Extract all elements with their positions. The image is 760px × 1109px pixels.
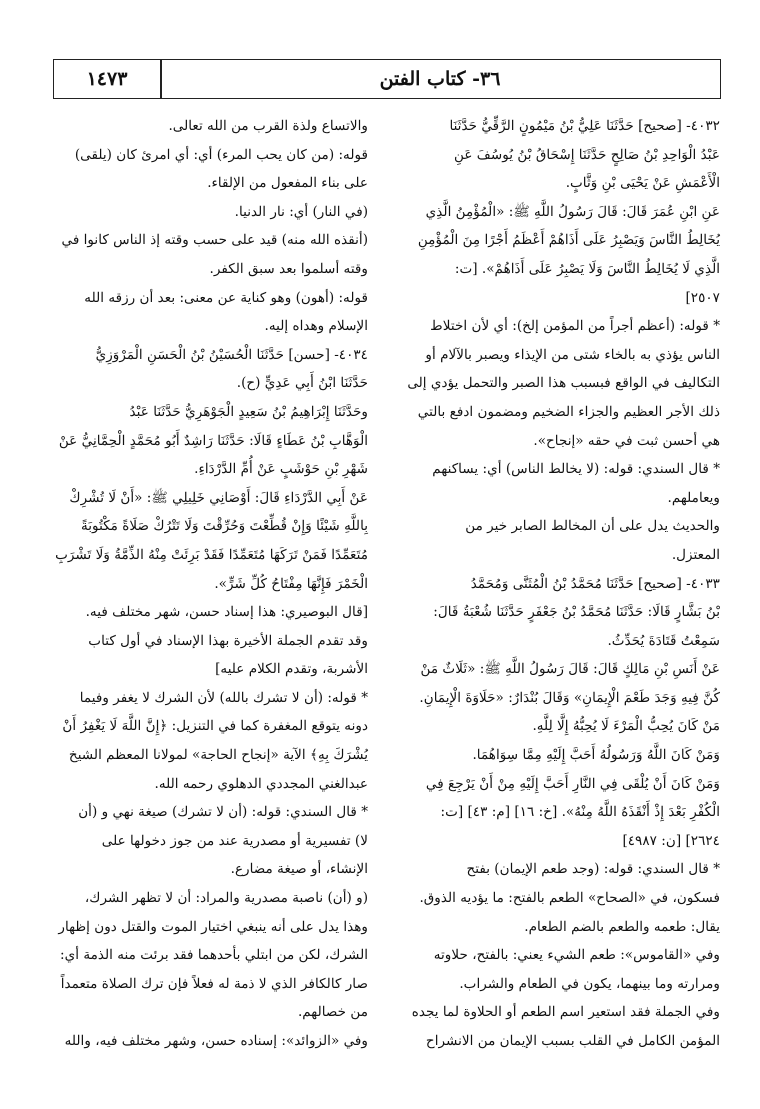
text-line: الْخَمْرَ فَإِنَّهَا مِفْتَاحُ كُلِّ شَرٍّ». — [214, 575, 368, 592]
text-line: ٢٥٠٧] — [685, 289, 720, 306]
text-line: فسكون، في «الصحاح» الطعم بالفتح: ما يؤديه الذوق. — [419, 890, 720, 907]
text-line: ويعاملهم. — [667, 489, 720, 506]
text-line: لا) تفسيرية أو مصدرية عند من جوز دخولها على — [101, 832, 368, 849]
page-header — [53, 59, 721, 99]
text-line: وفي «القاموس»: طعم الشيء يعني: بالفتح، حلاوته — [433, 947, 720, 964]
text-line: شَهْرِ بْنِ حَوْشَبٍ عَنْ أُمِّ الدَّرْدَاءِ. — [194, 461, 368, 478]
text-line: (أنقذه الله منه) قيد على حسب وقته إذ الناس كانوا في — [61, 232, 368, 249]
text-line: قوله: (من كان يحب المرء) أي: أي امرئ كان (يلقى) — [74, 146, 368, 163]
text-line: * قوله: (أعظم أجراً من المؤمن إلخ): أي لأن اختلاط — [430, 318, 720, 335]
text-line: (في النار) أي: نار الدنيا. — [234, 203, 368, 220]
text-line: الشرك، لكن من ابتلي بأحدهما فقد برئت منه الذمة أي: — [60, 947, 368, 964]
text-line: ٢٦٢٤] [ن: ٤٩٨٧] — [622, 832, 720, 849]
text-line: التكاليف في الواقع فبسبب هذا الصبر والتحمل يؤدي إلى — [407, 375, 720, 392]
text-line: (و (أن) ناصبة مصدرية والمراد: أن لا تظهر الشرك، — [84, 890, 368, 907]
text-line: المؤمن الكامل في القلب بسبب الإيمان من الانشراح — [425, 1033, 720, 1049]
text-line: الإسلام وهداه إليه. — [264, 318, 368, 335]
text-line: مُتَعَمِّدًا فَمَنْ تَرَكَهَا مُتَعَمِّدًا فَقَدْ بَرِئَتْ مِنْهُ الذِّمَّةُ وَلَا تَشْرَبِ — [55, 546, 368, 563]
text-line: الناس يؤذي به بالخاء شتى من الإيذاء ويصبر بالآلام أو — [425, 346, 720, 363]
text-line: وفي الجملة فقد استعير اسم الطعم أو الحلاوة لما يجده — [411, 1004, 720, 1021]
text-line: ٤٠٣٢- [صحيح] حَدَّثَنَا عَلِيُّ بْنُ مَيْمُونٍ الرَّقِّيُّ حَدَّثَنَا — [449, 118, 720, 134]
text-line: ومرارته وما بينهما، يكون في الطعام والشراب. — [459, 975, 720, 992]
text-line: يُشْرَكَ بِهِ﴾ الآية «إنجاح الحاجة» لمولانا المعظم الشيخ — [68, 747, 368, 764]
text-line: بْنُ بَشَّارٍ قَالَا: حَدَّثَنَا مُحَمَّدُ بْنُ جَعْفَرٍ حَدَّثَنَا شُعْبَةُ قَالَ: — [433, 604, 720, 621]
text-line: وَمَنْ كَانَ اللَّهُ وَرَسُولُهُ أَحَبَّ إِلَيْهِ مِمَّا سِوَاهُمَا. — [472, 747, 720, 764]
text-line: عَبْدُ الْوَاحِدِ بْنُ صَالِحٍ حَدَّثَنَا إِسْحَاقُ بْنُ يُوسُفَ عَنِ — [454, 146, 720, 163]
text-line: الْكُفْرِ بَعْدَ إِذْ أَنْقَذَهُ اللَّهُ مِنْهُ». [خ: ١٦] [م: ٤٣] [ت: — [440, 804, 720, 821]
text-line: قوله: (أهون) وهو كناية عن معنى: بعد أن رزقه الله — [84, 289, 368, 306]
text-line: الْوَهَّابِ بْنُ عَطَاءٍ قَالَا: حَدَّثَنَا رَاشِدٌ أَبُو مُحَمَّدٍ الْحِمَّانِيُّ عَنْ — [58, 432, 368, 449]
text-line: على بناء المفعول من الإلقاء. — [207, 175, 368, 192]
text-line: ٤٠٣٤- [حسن] حَدَّثَنَا الْحُسَيْنُ بْنُ الْحَسَنِ الْمَرْوَزِيُّ — [95, 346, 368, 363]
text-line: سَمِعْتُ قَتَادَةَ يُحَدِّثُ. — [607, 632, 720, 649]
text-line: الإنشاء، أو صيغة مضارع. — [230, 861, 368, 878]
chapter-title: ٣٦- كتاب الفتن — [379, 68, 501, 90]
text-line: صار كالكافر الذي لا ذمة له فعلاً فإن ترك الصلاة متعمداً — [60, 975, 368, 992]
text-line: عبدالغني المجددي الدهلوي رحمه الله. — [154, 775, 368, 792]
text-line: * قال السندي: قوله: (وجد طعم الإيمان) بفتح — [466, 861, 720, 878]
text-line: وقد تقدم الجملة الأخيرة بهذا الإسناد في أول كتاب — [88, 632, 368, 649]
text-line: دونه يتوقع المغفرة كما في التنزيل: ﴿إِنَّ اللَّهَ لَا يَغْفِرُ أَنْ — [62, 718, 368, 735]
right-column — [394, 112, 720, 1056]
text-line: كُنَّ فِيهِ وَجَدَ طَعْمَ الْإِيمَانِ» وَقَالَ بُنْدَارٌ: «حَلَاوَةَ الْإِيمَانِ. — [419, 689, 720, 706]
header-divider — [160, 60, 162, 98]
text-line: وهذا يدل على أنه ينبغي اختيار الموت والقتل دون إظهار — [58, 918, 368, 935]
text-line: هي أحسن ثبت في حقه «إنجاح». — [533, 432, 720, 449]
text-line: يقال: طعمه والطعم بالضم الطعام. — [524, 918, 720, 935]
text-line: الْأَعْمَشِ عَنْ يَحْيَى بْنِ وَثَّابٍ. — [565, 175, 720, 192]
text-line: * قال السندي: قوله: (لا يخالط الناس) أي: يساكنهم — [432, 461, 720, 478]
text-line: وَمَنْ كَانَ أَنْ يُلْقَى فِي النَّارِ أَحَبَّ إِلَيْهِ مِنْ أَنْ يَرْجِعَ فِي — [425, 775, 720, 792]
text-line: والاتساع ولذة القرب من الله تعالى. — [168, 118, 368, 134]
text-line: والحديث يدل على أن المخالط الصابر خير من — [465, 518, 720, 535]
text-line: المعتزل. — [671, 546, 720, 563]
text-line: وفي «الزوائد»: إسناده حسن، وشهر مختلف فيه، والله — [64, 1033, 368, 1049]
text-line: الأشربة، وتقدم الكلام عليه] — [215, 661, 368, 678]
text-line: حَدَّثَنَا ابْنُ أَبِي عَدِيٍّ (ح). — [236, 375, 368, 392]
text-line: ٤٠٣٣- [صحيح] حَدَّثَنَا مُحَمَّدُ بْنُ الْمُثَنَّى وَمُحَمَّدُ — [470, 575, 720, 592]
text-line: مَنْ كَانَ يُحِبُّ الْمَرْءَ لَا يُحِبُّهُ إِلَّا لِلَّهِ. — [532, 718, 720, 735]
page-number: ١٤٧٣ — [86, 68, 128, 90]
text-line: عَنِ ابْنِ عُمَرَ قَالَ: قَالَ رَسُولُ اللَّهِ ﷺ: «الْمُؤْمِنُ الَّذِي — [425, 203, 720, 220]
text-line: وقته أسلموا بعد سبق الكفر. — [209, 260, 368, 277]
text-line: عَنْ أَنَسِ بْنِ مَالِكٍ قَالَ: قَالَ رَسُولُ اللَّهِ ﷺ: «ثَلَاثٌ مَنْ — [420, 661, 720, 678]
text-line: [قال البوصيري: هذا إسناد حسن، شهر مختلف فيه. — [85, 604, 368, 621]
text-line: * قوله: (أن لا تشرك بالله) لأن الشرك لا يغفر وفيما — [79, 689, 368, 706]
text-line: وحَدَّثَنَا إِبْرَاهِيمُ بْنُ سَعِيدٍ الْجَوْهَرِيُّ حَدَّثَنَا عَبْدُ — [129, 403, 368, 420]
text-line: يُخَالِطُ النَّاسَ وَيَصْبِرُ عَلَى أَذَاهُمْ أَعْظَمُ أَجْرًا مِنَ الْمُؤْمِنِ — [417, 232, 720, 249]
text-line: * قال السندي: قوله: (أن لا تشرك) صيغة نهي و (أن — [78, 804, 368, 821]
text-line: عَنْ أَبِي الدَّرْدَاءِ قَالَ: أَوْصَانِي خَلِيلِي ﷺ: «أَنْ لَا تُشْرِكْ — [69, 489, 368, 506]
text-line: الَّذِي لَا يُخَالِطُ النَّاسَ وَلَا يَصْبِرُ عَلَى أَذَاهُمْ». [ت: — [454, 260, 720, 277]
text-line: ذلك الأجر العظيم والجزاء الضخيم ومضمون ادفع بالتي — [417, 403, 720, 420]
text-line: من خصالهم. — [297, 1004, 368, 1021]
text-line: بِاللَّهِ شَيْئًا وَإِنْ قُطِّعْتَ وَحُرِّقْتَ وَلَا تَتْرُكْ صَلَاةً مَكْتُوبَةً — [80, 518, 368, 535]
left-column — [43, 112, 368, 1056]
